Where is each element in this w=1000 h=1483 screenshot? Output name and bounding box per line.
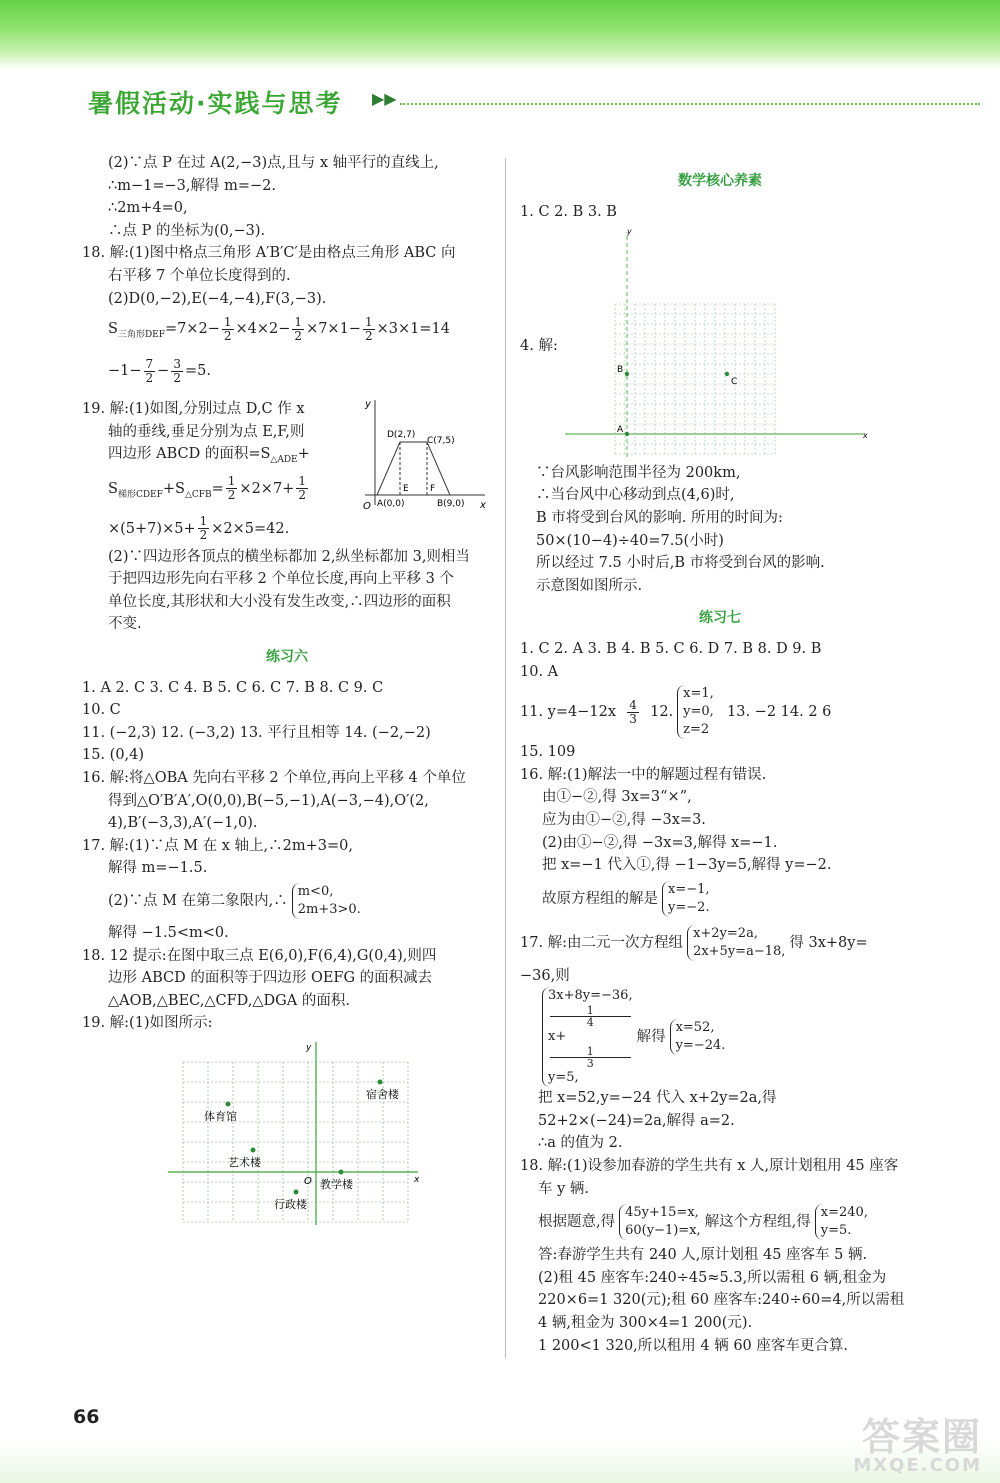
text-line: (2)∵点 P 在过 A(2,−3)点,且与 x 轴平行的直线上,	[108, 155, 439, 171]
text-line: ∵台风影响范围半径为 200km,	[536, 464, 741, 481]
text-line: 所以经过 7.5 小时后,B 市将受到台风的影响.	[536, 555, 825, 572]
text-line: ×(5+7)×5+ $\frac{1}{2}$ ×2×5=42.	[108, 514, 290, 543]
answer-line: 16. 解:(1)解法一中的解题过程有错误.	[520, 766, 767, 783]
label-admin: 行政楼	[274, 1198, 307, 1211]
text-line: 4 辆,租金为 300×4=1 200(元).	[538, 1315, 753, 1332]
text-line: 220×6=1 320(元);租 60 座客车:240÷60=4,所以需租	[538, 1292, 905, 1309]
answer-line: 1. C 2. A 3. B 4. B 5. C 6. D 7. B 8. D 9. B	[520, 640, 822, 657]
label-O: O	[304, 1176, 312, 1187]
answer-line: (2)∵点 M 在第二象限内,∴ m<0, 2m+3>0.	[108, 883, 361, 917]
header-band	[0, 0, 1000, 70]
answer-line: 4. 解:	[520, 338, 558, 355]
text-line: 把 x=52,y=−24 代入 x+2y=2a,得	[538, 1090, 777, 1107]
text-line: 答:春游学生共有 240 人,原计划租 45 座客车 5 辆.	[538, 1247, 868, 1264]
watermark-url: MXQE.COM	[853, 1455, 982, 1476]
text-line: 52+2×(−24)=2a,解得 a=2.	[538, 1112, 735, 1129]
text-line: (2)D(0,−2),E(−4,−4),F(3,−3).	[108, 290, 327, 307]
text-line: 单位长度,其形状和大小没有发生改变,∴四边形的面积	[108, 593, 451, 610]
label-x: x	[414, 1175, 420, 1185]
header-title: 暑假活动·实践与思考	[88, 89, 343, 118]
label-x: x	[480, 500, 486, 511]
text-line: 18. 解:(1)设参加春游的学生共有 x 人,原计划租用 45 座客	[520, 1158, 899, 1175]
text-line: 于把四边形先向右平移 2 个单位长度,再向上平移 3 个	[108, 571, 454, 588]
text-line: 17. 解:由二元一次方程组 x+2y=2a, 2x+5y=a−18, 得 3x+8y=	[520, 925, 868, 959]
answer-line: 解得 m=−1.5.	[108, 860, 208, 877]
text-line: 应为由①−②,得 −3x=3.	[542, 811, 706, 828]
area-formula-cont: −1− $\frac{7}{2}$ − $\frac{3}{2}$ =5.	[108, 356, 211, 385]
label-A: A	[617, 425, 624, 435]
answer-line: 1. A 2. C 3. C 4. B 5. C 6. C 7. B 8. C 9. C	[82, 679, 384, 696]
text-line: 示意图如图所示.	[536, 577, 643, 594]
answer-line: 15. 109	[520, 744, 576, 761]
label-teach: 教学楼	[320, 1178, 353, 1191]
text-line: $S_{梯形CDEF}+S_{\triangle CFB}=$ $\frac{1}{2}$ ×2×7+ $\frac{1}{2}$	[108, 474, 306, 503]
text-line: 19. 解:(1)如图,分别过点 D,C 作 x	[82, 401, 305, 418]
answer-line: 边形 ABCD 的面积等于四边形 OEFG 的面积减去	[108, 970, 433, 987]
answer-line: 得到△O′B′A′,O(0,0),B(−5,−1),A(−3,−4),O′(2,	[108, 792, 429, 809]
text-line: ∴当台风中心移动到点(4,6)时,	[536, 487, 735, 504]
left-column	[82, 152, 492, 1035]
answer-line: 19. 解:(1)如图所示:	[82, 1015, 213, 1032]
label-C: C	[731, 377, 738, 387]
text-line: −36,则	[520, 967, 570, 984]
text-line: ∴a 的值为 2.	[538, 1135, 623, 1152]
column-divider	[505, 158, 506, 1358]
label-y: y	[627, 227, 632, 236]
text-line: 右平移 7 个单位长度得到的.	[108, 267, 291, 284]
answer-line: 15. (0,4)	[82, 747, 145, 764]
typhoon-grid-figure	[565, 222, 875, 462]
text-line: 根据题意,得 45y+15=x, 60(y−1)=x, 解这个方程组,得 x=240, y=5.	[538, 1205, 868, 1239]
page-number: 66	[73, 1406, 100, 1428]
text-line: 1 200<1 320,所以租用 4 辆 60 座客车更合算.	[538, 1337, 849, 1354]
campus-map-figure	[168, 1040, 438, 1230]
watermark-text: 答案圈	[861, 1415, 982, 1459]
text-line: 轴的垂线,垂足分别为点 E,F,则	[108, 423, 305, 440]
label-y: y	[306, 1043, 312, 1053]
answer-line: 4),B′(−3,3),A′(−1,0).	[108, 815, 258, 832]
label-B: B	[617, 365, 624, 375]
watermark	[853, 1406, 982, 1476]
text-line: 50×(10−4)÷40=7.5(小时)	[536, 532, 724, 549]
text-line: 不变.	[108, 616, 142, 633]
answer-line: 1. C 2. B 3. B	[520, 203, 617, 220]
label-A: A(0,0)	[377, 499, 405, 509]
section-title-exercise-6: 练习六	[266, 648, 308, 665]
answer-line: △AOB,△BEC,△CFD,△DGA 的面积.	[108, 992, 350, 1009]
text-line: 由①−②,得 3x=3“×”,	[542, 789, 692, 806]
text-line: 把 x=−1 代入①,得 −1−3y=5,解得 y=−2.	[542, 857, 832, 874]
answer-line: 11. y=4−12x $\frac{4}{3}$ 12. x=1, y=0, z=2 13. −2 14. 2 6	[520, 686, 832, 738]
footer-band	[0, 1440, 1000, 1483]
section-title-exercise-7: 练习七	[699, 610, 741, 627]
text-line: 3x+8y=−36, 1 4 x+ 1 3 y=5, 解得 x=52, y=−24.	[520, 987, 920, 1087]
section-title-core: 数学核心养素	[678, 173, 762, 189]
quadrilateral-figure	[355, 395, 490, 515]
label-dorm: 宿舍楼	[366, 1088, 399, 1101]
label-gym: 体育馆	[204, 1110, 237, 1123]
label-D: D(2,7)	[387, 430, 416, 440]
answer-line: 18. 12 提示:在图中取三点 E(6,0),F(6,4),G(0,4),则四	[82, 947, 437, 964]
label-y: y	[365, 399, 371, 410]
label-B: B(9,0)	[437, 499, 465, 509]
label-C: C(7,5)	[427, 436, 455, 446]
text-line: (2)∵四边形各顶点的横坐标都加 2,纵坐标都加 3,则相当	[108, 548, 470, 565]
header-dotted-line	[400, 103, 980, 105]
answer-line: 解得 −1.5<m<0.	[108, 924, 229, 941]
answer-line: 16. 解:将△OBA 先向右平移 2 个单位,再向上平移 4 个单位	[82, 769, 466, 786]
label-F: F	[430, 484, 436, 494]
text-line: 故原方程组的解是 x=−1, y=−2.	[542, 881, 710, 915]
chevron-right-icon: ▶▶	[372, 89, 397, 108]
label-x: x	[863, 431, 868, 440]
area-formula: $S_{三角形DEF}=7\times 2-$ $\frac{1}{2}$ ×4×2− $\frac{1}{2}$ ×7×1− $\frac{1}{2}$ ×3×1=14	[108, 314, 450, 343]
answer-line: 17. 解:(1)∵点 M 在 x 轴上,∴2m+3=0,	[82, 837, 353, 854]
text-line: 18. 解:(1)图中格点三角形 A′B′C′是由格点三角形 ABC 向	[82, 245, 456, 262]
label-O: O	[363, 501, 371, 512]
answer-line: 10. A	[520, 663, 559, 680]
label-E: E	[403, 484, 409, 494]
text-line: (2)由①−②,得 −3x=3,解得 x=−1.	[542, 834, 778, 851]
answer-line: 10. C	[82, 702, 121, 719]
text-line: B 市将受到台风的影响. 所用的时间为:	[536, 509, 783, 526]
text-line: 四边形 ABCD 的面积$=S_{\triangle ADE}+$	[108, 446, 310, 466]
label-art: 艺术楼	[228, 1156, 261, 1169]
answer-line: 11. (−2,3) 12. (−3,2) 13. 平行且相等 14. (−2,−2)	[82, 724, 431, 741]
text-line: (2)租 45 座客车:240÷45≈5.3,所以需租 6 辆,租金为	[538, 1269, 887, 1286]
text-line: ∴2m+4=0,	[108, 200, 188, 217]
text-line: 车 y 辆.	[538, 1180, 590, 1197]
text-line: ∴点 P 的坐标为(0,−3).	[108, 222, 266, 239]
text-line: ∴m−1=−3,解得 m=−2.	[108, 177, 276, 194]
